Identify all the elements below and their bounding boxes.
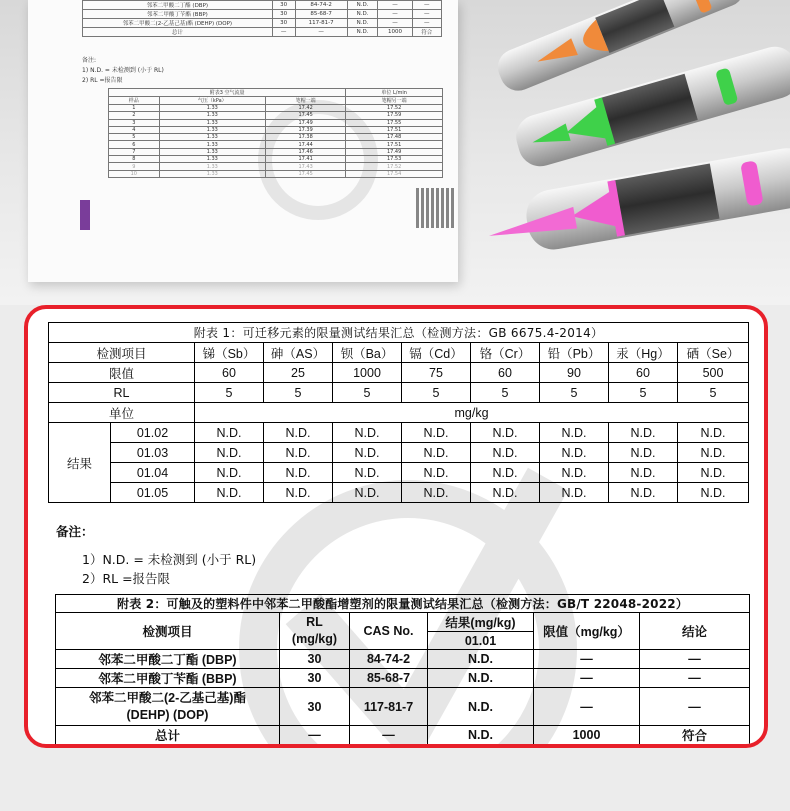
rl-value: 5 <box>333 383 402 403</box>
result-cell: N.D. <box>540 483 609 503</box>
result-cell: N.D. <box>333 423 402 443</box>
table-row: 9 1.33 17.43 17.52 <box>109 163 443 170</box>
sample-id: 01.02 <box>111 423 195 443</box>
table-row <box>56 650 750 669</box>
migratable-elements-table <box>48 322 749 503</box>
item-name: 邻苯二甲酸丁苄酯 (BBP) <box>56 669 280 688</box>
table-row: 1 1.33 17.42 17.52 <box>109 105 443 112</box>
element-header: 铅（Pb） <box>540 343 609 363</box>
table-header-row: 样品 气压（kPa） 笔帽一端 笔帽另一端 <box>109 97 443 105</box>
rl-value: 30 <box>280 688 350 726</box>
result-cell: N.D. <box>428 688 534 726</box>
unit-value: mg/kg <box>195 403 749 423</box>
result-cell: N.D. <box>609 423 678 443</box>
mini-notes: 备注: 1) N.D. = 未检测到 (小于 RL) 2) RL =报告限 <box>82 57 164 84</box>
limit-value: — <box>534 669 640 688</box>
remark-rl: 2）RL =报告限 <box>82 571 171 586</box>
table-row: 5 1.33 17.38 17.48 <box>109 134 443 141</box>
conclusion-value: — <box>640 688 750 726</box>
rl-label: RL <box>49 383 195 403</box>
header-item: 检测项目 <box>56 613 280 650</box>
table-row <box>49 423 749 443</box>
remark-nd: 1）N.D. = 未检测到 (小于 RL) <box>82 552 257 567</box>
table-row: 2 1.33 17.45 17.59 <box>109 112 443 119</box>
marker-pens-image <box>455 0 790 305</box>
rl-value: 5 <box>678 383 749 403</box>
result-cell: N.D. <box>195 423 264 443</box>
table-row <box>49 403 749 423</box>
result-cell: N.D. <box>540 443 609 463</box>
limit-value: 60 <box>471 363 540 383</box>
table-header-row <box>56 613 750 632</box>
result-cell: N.D. <box>678 463 749 483</box>
cas-value: 117-81-7 <box>350 688 428 726</box>
rl-value: 5 <box>609 383 678 403</box>
result-cell: N.D. <box>264 423 333 443</box>
table-row <box>49 483 749 503</box>
table-row <box>49 443 749 463</box>
table2-caption: 附表 2：可触及的塑料件中邻苯二甲酸酯增塑剂的限量测试结果汇总（检测方法：GB/T 22048-2022） <box>56 595 750 613</box>
result-cell: N.D. <box>471 443 540 463</box>
header-rl: RL (mg/kg) <box>280 613 350 650</box>
element-header: 钡（Ba） <box>333 343 402 363</box>
conclusion-value: 符合 <box>640 726 750 745</box>
table-row: 附表3 空气流量 单位 L/min <box>109 89 443 97</box>
cas-value: 85-68-7 <box>350 669 428 688</box>
sample-id: 01.05 <box>111 483 195 503</box>
result-cell: N.D. <box>333 463 402 483</box>
element-header: 砷（AS） <box>264 343 333 363</box>
limit-value: 90 <box>540 363 609 383</box>
table-row: 4 1.33 17.39 17.51 <box>109 126 443 133</box>
remarks <box>56 522 256 588</box>
table-row: 总计 — — N.D. 1000 符合 <box>83 28 442 37</box>
result-cell: N.D. <box>609 443 678 463</box>
limit-value: 60 <box>609 363 678 383</box>
conclusion-value: — <box>640 669 750 688</box>
result-cell: N.D. <box>540 423 609 443</box>
header-conclusion: 结论 <box>640 613 750 650</box>
report-paper-image <box>28 0 458 282</box>
result-cell: N.D. <box>678 443 749 463</box>
table-row: 3 1.33 17.49 17.55 <box>109 119 443 126</box>
header-item: 检测项目 <box>49 343 195 363</box>
rl-value: 5 <box>264 383 333 403</box>
table-header-row <box>49 343 749 363</box>
table-row: 邻苯二甲酸二丁酯 (DBP) 30 84-74-2 N.D. — — <box>83 1 442 10</box>
result-cell: N.D. <box>402 443 471 463</box>
limit-label: 限值 <box>49 363 195 383</box>
element-header: 镉（Cd） <box>402 343 471 363</box>
result-cell: N.D. <box>195 443 264 463</box>
rl-value: 5 <box>471 383 540 403</box>
table1-caption: 附表 1：可迁移元素的限量测试结果汇总（检测方法：GB 6675.4-2014） <box>49 323 749 343</box>
result-cell: N.D. <box>195 463 264 483</box>
result-cell: N.D. <box>264 463 333 483</box>
limit-value: 25 <box>264 363 333 383</box>
result-cell: N.D. <box>264 443 333 463</box>
item-name: 邻苯二甲酸二丁酯 (DBP) <box>56 650 280 669</box>
result-cell: N.D. <box>428 726 534 745</box>
table-row: 8 1.33 17.41 17.53 <box>109 156 443 163</box>
result-cell: N.D. <box>333 483 402 503</box>
result-cell: N.D. <box>264 483 333 503</box>
table-row <box>49 383 749 403</box>
table-row: 10 1.33 17.45 17.54 <box>109 170 443 177</box>
table-row: 邻苯二甲酸二(2-乙基己基)酯 (DEHP) (DOP) 30 117-81-7 N.D. — — <box>83 19 442 28</box>
limit-value: 60 <box>195 363 264 383</box>
table-total-row <box>56 726 750 745</box>
limit-value: — <box>534 688 640 726</box>
result-cell: N.D. <box>402 423 471 443</box>
sample-id: 01.04 <box>111 463 195 483</box>
limit-value: — <box>534 650 640 669</box>
mini-airflow-table <box>108 88 443 178</box>
limit-value: 1000 <box>534 726 640 745</box>
conclusion-value: — <box>640 650 750 669</box>
header-cas: CAS No. <box>350 613 428 650</box>
result-cell: N.D. <box>471 483 540 503</box>
rl-value: 30 <box>280 650 350 669</box>
header-limit: 限值（mg/kg） <box>534 613 640 650</box>
result-cell: N.D. <box>609 463 678 483</box>
result-cell: N.D. <box>471 423 540 443</box>
result-label: 结果 <box>49 423 111 503</box>
product-photo <box>0 0 790 305</box>
rl-value: 30 <box>280 669 350 688</box>
limit-value: 1000 <box>333 363 402 383</box>
result-cell: N.D. <box>195 483 264 503</box>
table-row <box>49 463 749 483</box>
phthalate-table <box>55 594 750 745</box>
cas-value: 84-74-2 <box>350 650 428 669</box>
item-name: 邻苯二甲酸二(2-乙基己基)酯 (DEHP) (DOP) <box>56 688 280 726</box>
result-cell: N.D. <box>428 669 534 688</box>
result-cell: N.D. <box>402 463 471 483</box>
table-row: 邻苯二甲酸丁苄酯 (BBP) 30 85-68-7 N.D. — — <box>83 10 442 19</box>
cas-value: — <box>350 726 428 745</box>
limit-value: 500 <box>678 363 749 383</box>
sample-id: 01.03 <box>111 443 195 463</box>
table-row <box>56 688 750 726</box>
element-header: 锑（Sb） <box>195 343 264 363</box>
result-cell: N.D. <box>333 443 402 463</box>
table-row: 7 1.33 17.46 17.49 <box>109 148 443 155</box>
rl-value: 5 <box>402 383 471 403</box>
remarks-heading: 备注： <box>56 524 94 539</box>
header-result-sample: 01.01 <box>428 632 534 650</box>
limit-value: 75 <box>402 363 471 383</box>
result-cell: N.D. <box>471 463 540 483</box>
result-cell: N.D. <box>402 483 471 503</box>
result-cell: N.D. <box>678 483 749 503</box>
result-cell: N.D. <box>609 483 678 503</box>
report-purple-mark <box>80 200 90 230</box>
header-result: 结果(mg/kg) <box>428 613 534 632</box>
result-cell: N.D. <box>678 423 749 443</box>
table-row <box>49 363 749 383</box>
result-cell: N.D. <box>428 650 534 669</box>
table-row <box>56 669 750 688</box>
mini-phthalate-table <box>82 0 442 37</box>
test-results-panel <box>24 305 768 748</box>
element-header: 铬（Cr） <box>471 343 540 363</box>
unit-label: 单位 <box>49 403 195 423</box>
table-caption-row <box>56 595 750 613</box>
qr-code-icon <box>416 188 456 228</box>
rl-value: — <box>280 726 350 745</box>
result-cell: N.D. <box>540 463 609 483</box>
rl-value: 5 <box>195 383 264 403</box>
element-header: 汞（Hg） <box>609 343 678 363</box>
table-row: 6 1.33 17.44 17.51 <box>109 141 443 148</box>
table-caption-row <box>49 323 749 343</box>
element-header: 硒（Se） <box>678 343 749 363</box>
rl-value: 5 <box>540 383 609 403</box>
total-label: 总计 <box>56 726 280 745</box>
